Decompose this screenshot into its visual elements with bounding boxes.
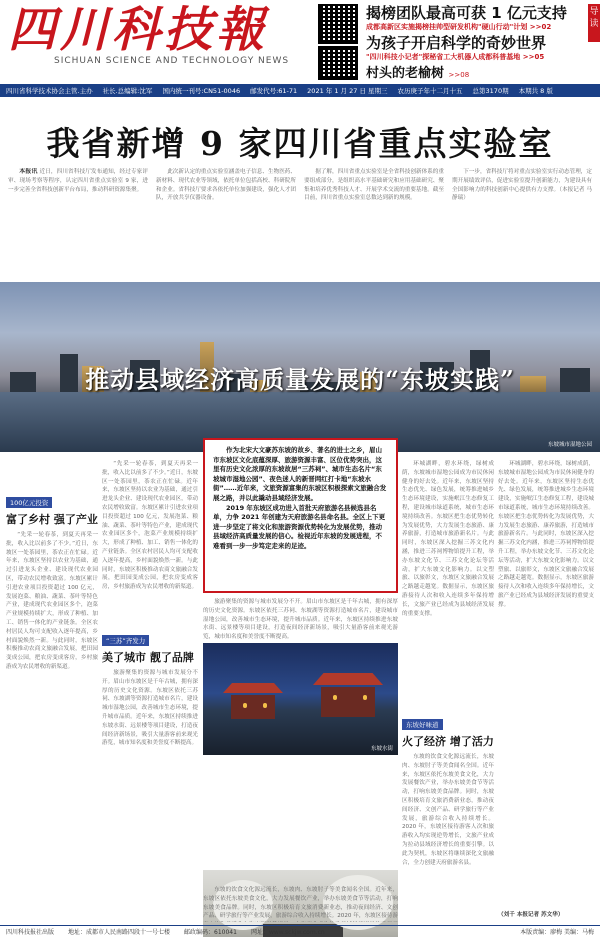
photo-water-street xyxy=(203,643,398,755)
center-bottom-body xyxy=(203,886,398,922)
center-bottom-text xyxy=(203,886,398,922)
right-text-1-body xyxy=(402,460,494,710)
masthead-title: 四川科技報 xyxy=(8,2,269,58)
section-3-para: 东坡的饮食文化源远流长，东坡肉、东坡肘子等美食闻名全国。近年来，东坡区依托东坡美食文化，大力发展餐饮产业，举办东坡美食节等活动，打响东坡美食品牌。同时，东坡区积极培育文旅消费新业态，推动夜间经济、文创产品、研学旅行等产业发展，旅游综合收入持续增长。2020 年，东坡区接待游客人次和旅游收入均实现逆势增长，文旅产业成为拉动县域经济增长的重要引擎。以此为契机，东坡区将继续深化文旅融合，全力创建天府旅游名县。 xyxy=(402,754,494,866)
section-2-para: 旅游聚集的资源与城市发展分不开。眉山市东坡区是千年古城，拥有深厚的历史文化资源。东坡区依托三苏祠、东坡湖等资源打造城市名片，建设城市湿地公园，改善城市生态环境，提升城市品质。近年来，东坡区持续推进东坡水街、远景楼等项目建设，打造夜间经济新场景，吸引大量游客前来观光游览，城市知名度和美誉度不断提高。 xyxy=(102,670,198,747)
feature-lead-box xyxy=(203,438,398,593)
section-1-cont-para: “先采一轮春茶，到夏天再采一批，收入比以前多了不少。”近日，东坡区一处茶园里，茶农正在忙碌。近年来，东坡区坚持以农业为基础，通过引进龙头企业、建设现代农业园区，带动农民增收致富。东坡区累计引进农业项目投资超过 100 亿元，发展泡菜、粮油、蔬菜、茶叶等特色产业，建成现代农业园区多个，泡菜产业规模持续扩大，形成了种植、加工、销售一体化的产业链条。全区农村居民人均可支配收入逐年提高，乡村面貌焕然一新。与此同时，东坡区积极推动农商文旅融合发展，把田园变成公园，把农房变成客房，乡村旅游成为农民增收的新渠道。 xyxy=(102,461,198,591)
right-text-2-body xyxy=(498,460,594,910)
section-1 xyxy=(6,490,98,920)
section-3-text xyxy=(402,753,494,919)
footer-publisher: 四川科技报社出版 xyxy=(6,929,55,936)
section-1-cont-text xyxy=(102,460,198,620)
qr-code-2-icon[interactable] xyxy=(318,46,358,80)
info-lunar-date: 农历庚子年十二月十五 xyxy=(397,87,463,95)
qr-code-icon[interactable] xyxy=(318,4,358,44)
teaser-2-title[interactable]: 为孩子开启科学的奇妙世界 xyxy=(366,34,547,52)
center-text xyxy=(203,598,398,640)
info-page-count: 本期共 8 版 xyxy=(518,87,553,95)
right-text-1-para: 环城湖畔，碧水环绕，绿树成荫，东坡城市湿地公园成为市民休闲健身的好去处。近年来，东坡区坚持生态优先、绿色发展，统筹推进城乡生态环境建设，实施岷江生态修复工程，建设城市绿道系统，城市生态环境持续改善。东坡区把生态优势转化为发展优势，大力发展生态旅游、康养旅游，打造城市旅游新名片。与此同时，东坡区深入挖掘三苏文化内涵，推进三苏祠博物馆提升工程，举办东坡文化节、三苏文化论坛等活动，扩大东坡文化影响力。以文塑旅、以旅彰文，东坡区文旅融合发展之路越走越宽。数据显示，东坡区旅游接待人次和收入连续多年保持增长，文旅产业已经成为县域经济发展的重要支撑。 xyxy=(402,461,494,617)
teaser-1-title[interactable]: 揭榜团队最高可获 1 亿元支持 xyxy=(366,4,567,22)
footer-address: 地址：成都市人民南路四段十一号七楼 xyxy=(68,929,171,936)
lead-para-2: 此次新认定的重点实验室涵盖电子信息、生物医药、新材料、现代农业等领域，依托单位包括高校、科研院所和企业。省科技厅要求各依托单位加强建设，强化人才团队，开放共享仪器设备。 xyxy=(156,169,296,202)
right-text-1 xyxy=(402,460,494,710)
section-2 xyxy=(102,628,198,920)
section-3-label: 东坡好味道 xyxy=(402,719,443,730)
teaser-1-sub: 成都高新区实施揭榜挂帅型研发机构"硬山行动"计划 >>02 xyxy=(366,23,552,31)
page-footer xyxy=(0,925,600,937)
info-cn-number: 国内统一刊号:CN51-0046 xyxy=(162,87,241,95)
lead-para-4: 下一步，省科技厅将对重点实验室实行动态管理，定期开展绩效评估，促进实验室提升创新能力，为建设具有全国影响力的科技创新中心提供有力支撑。（本报记者 马静瑞） xyxy=(452,169,592,202)
center-text-para: 旅游聚集的资源与城市发展分不开。眉山市东坡区是千年古城，拥有深厚的历史文化资源。东坡区依托三苏祠、东坡湖等资源打造城市名片，建设城市湿地公园，改善城市生态环境，提升城市品质。近年来，东坡区持续推进东坡水街、远景楼等项目建设，打造夜间经济新场景，吸引大量游客前来观光游览，城市知名度和美誉度不断提高。 xyxy=(203,599,398,640)
lead-col-3 xyxy=(304,168,444,272)
lead-byline: 本报讯 xyxy=(19,168,38,175)
info-post-code: 邮发代号:61-71 xyxy=(250,87,298,95)
teaser-3-page: >>08 xyxy=(448,71,470,79)
section-1-text xyxy=(6,531,98,920)
center-text-body xyxy=(203,598,398,640)
section-2-text xyxy=(102,669,198,909)
lead-para-3: 据了解，四川省重点实验室是全省科技创新体系的重要组成部分，是组织高水平基础研究和应用基础研究、聚集和培养优秀科技人才、开展学术交流的重要基地。截至目前，四川省重点实验室总数达到新的规模。 xyxy=(304,169,444,202)
lead-col-1 xyxy=(8,168,148,272)
teaser-3-title[interactable] xyxy=(366,62,469,81)
feature-title[interactable]: 推动县域经济高质量发展的“东坡实践” xyxy=(85,365,515,394)
read-guide-tag: 导读 xyxy=(588,4,600,42)
footer-editors: 本版责编：廖梅 美编：马梅 xyxy=(520,929,594,936)
lead-para-1: 近日，四川省科技厅发布通知，经过专家评审、现场考察等程序，认定四川省重点实验室 9 家，进一步完善全省科技创新平台布局，推动科研资源集聚。 xyxy=(8,169,148,193)
info-editor: 社长.总编辑:沈军 xyxy=(102,87,153,95)
info-sponsor: 四川省科学技术协会主管.主办 xyxy=(6,87,93,95)
photo-1-caption: 东坡水街 xyxy=(370,746,393,752)
right-text-2-para: 环城湖畔，碧水环绕，绿树成荫，东坡城市湿地公园成为市民休闲健身的好去处。近年来，东坡区坚持生态优先、绿色发展，统筹推进城乡生态环境建设，实施岷江生态修复工程，建设城市绿道系统，城市生态环境持续改善。东坡区把生态优势转化为发展优势，大力发展生态旅游、康养旅游，打造城市旅游新名片。与此同时，东坡区深入挖掘三苏文化内涵，推进三苏祠博物馆提升工程，举办东坡文化节、三苏文化论坛等活动，扩大东坡文化影响力。以文塑旅、以旅彰文，东坡区文旅融合发展之路越走越宽。数据显示，东坡区旅游接待人次和收入连续多年保持增长，文旅产业已经成为县域经济发展的重要支撑。 xyxy=(498,461,594,608)
lead-col-2 xyxy=(156,168,296,272)
lead-col-4 xyxy=(452,168,592,272)
section-3-title[interactable]: 火了经济 增了活力 xyxy=(402,735,494,748)
masthead-subtitle: SICHUAN SCIENCE AND TECHNOLOGY NEWS xyxy=(54,56,290,66)
section-2-title[interactable]: 美了城市 靓了品牌 xyxy=(102,651,194,664)
page-headline[interactable]: 我省新增 9 家四川省重点实验室 xyxy=(46,124,554,163)
center-bottom-para: 东坡的饮食文化源远流长，东坡肉、东坡肘子等美食闻名全国。近年来，东坡区依托东坡美食文化，大力发展餐饮产业，举办东坡美食节等活动，打响东坡美食品牌。同时，东坡区积极培育文旅消费新业态，推动夜间经济、文创产品、研学旅行等产业发展，旅游综合收入持续增长。2020 年，东坡区接待游 xyxy=(203,887,398,920)
footer-web[interactable]: 网址：www.sckjw.com.cn xyxy=(250,929,325,936)
teaser-2-sub: "四川科技小记者"探秘省工大机器人成都科普基地 >>05 xyxy=(366,53,545,61)
hero-photo-caption: 东坡城市湿地公园 xyxy=(547,442,592,448)
masthead-logo xyxy=(8,4,308,66)
section-3 xyxy=(402,712,494,922)
right-signature: （刘千 本报记者 苏文华） xyxy=(498,912,564,918)
section-1-para: “先采一轮春茶，到夏天再采一批，收入比以前多了不少。”近日，东坡区一处茶园里，茶农正在忙碌。近年来，东坡区坚持以农业为基础，通过引进龙头企业、建设现代农业园区，带动农民增收致富。东坡区累计引进农业项目投资超过 100 亿元，发展泡菜、粮油、蔬菜、茶叶等特色产业，建成现代农业园区多个，泡菜产业规模持续扩大，形成了种植、加工、销售一体化的产业链条。全区农村居民人均可支配收入逐年提高，乡村面貌焕然一新。与此同时，东坡区积极推动农商文旅融合发展，把田园变成公园，把农房变成客房，乡村旅游成为农民增收的新渠道。 xyxy=(6,532,98,670)
info-date: 2021 年 1 月 27 日 星期三 xyxy=(307,87,388,95)
section-2-label: “三苏”齐发力 xyxy=(102,635,149,646)
right-text-2 xyxy=(498,460,594,922)
footer-zip: 邮政编码：610041 xyxy=(184,929,237,936)
section-1-label: 100亿元投资 xyxy=(6,497,52,508)
info-issue-number: 总第3170期 xyxy=(472,87,509,95)
issue-info-bar xyxy=(0,84,600,97)
lead-article xyxy=(8,168,592,272)
feature-lead-2: 2019 年东坡区成功进入首批天府旅游名县候选县名单，力争 2021 年创建为天府旅游名县命名县。全区上下更进一步坚定了将文化和旅游资源优势转化为发展优势，推动县域经济高质量发展的信心。检视近年东坡的发展进程，不难看到一步一步笃定走来的足迹。 xyxy=(213,503,386,550)
feature-lead-1: 作为北宋大文豪苏东坡的故乡、著名的进士之乡，眉山市东坡区文化底蕴深厚、旅游资源丰富、区位优势突出，这里有历史文化浓厚的东坡故居“三苏祠”、城市生态名片“东坡城市湿地公园”、夜色迷人的新晋网红打卡地“东坡水街”……近年来，文旅资源富集的东坡区积极探索文旅融合发展之路，并以此撬动县域经济发展。 xyxy=(213,446,387,502)
section-1-title[interactable]: 富了乡村 强了产业 xyxy=(6,513,98,526)
teaser-3-title-text: 村头的老榆树 xyxy=(366,66,445,81)
